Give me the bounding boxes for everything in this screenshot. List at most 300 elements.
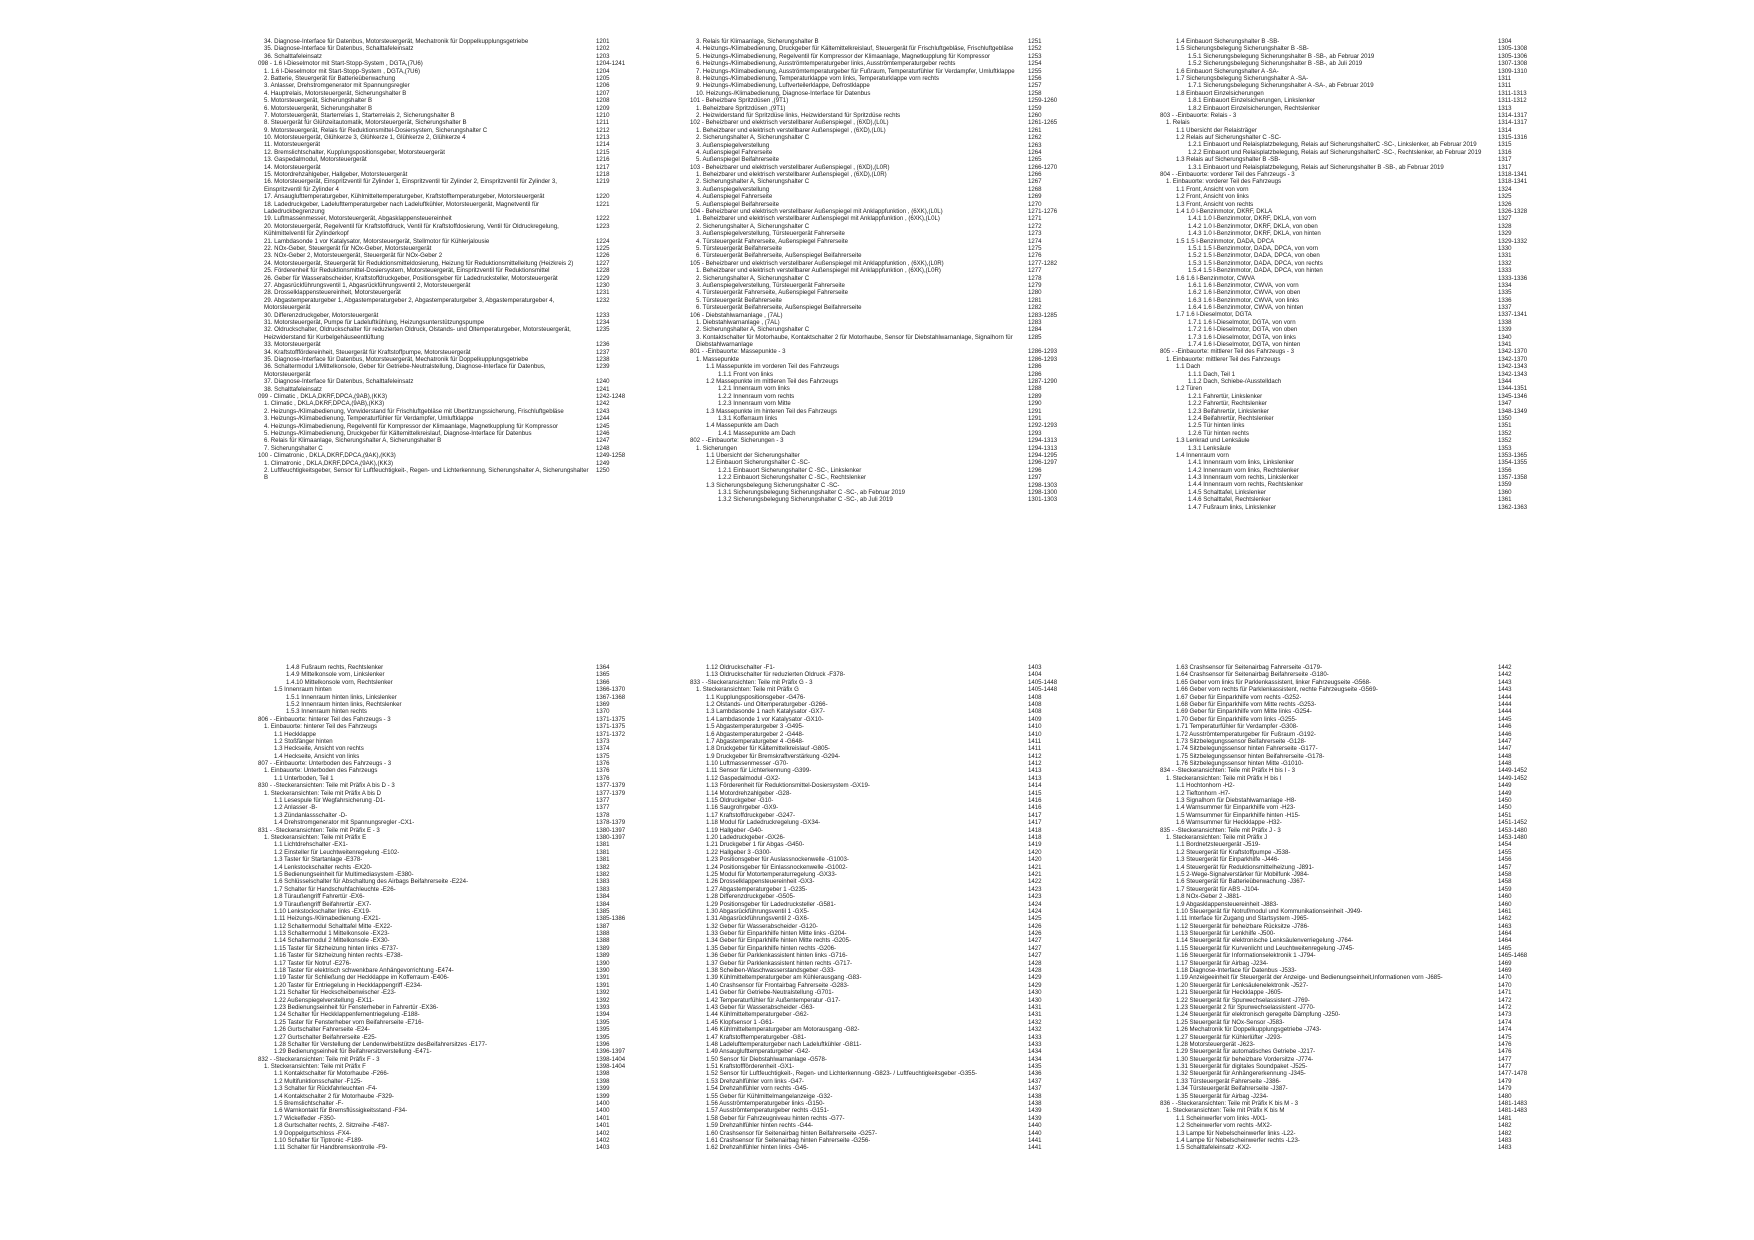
toc-entry-page: 1392 bbox=[596, 996, 610, 1004]
toc-entry-title: 1.8 Druckgeber für Kältemittelkreislauf -G805- bbox=[706, 745, 830, 753]
toc-entry-title: 1.3.1 Sicherungsbelegung Sicherungshalter C -SC-, ab Februar 2019 bbox=[718, 488, 905, 496]
toc-entry bbox=[1160, 289, 1550, 296]
toc-entry-title: 1.2 Einsteller für Leuchtweitenregelung -E102- bbox=[274, 848, 400, 856]
toc-entry bbox=[690, 760, 1080, 767]
toc-entry-title: 1.6 Abgastemperaturgeber 2 -G448- bbox=[706, 730, 804, 738]
toc-entry-title: 1.3.2 Sicherungsbelegung Sicherungshalter C -SC-, ab Juli 2019 bbox=[718, 496, 893, 504]
toc-entry-title: 1.27 Gurtschalter Beifahrerseite -E25- bbox=[274, 1033, 377, 1041]
toc-entry bbox=[258, 245, 648, 252]
toc-entry-title: 24. Motorsteuergerät, Steuergerät für Reduktionsmitteldosierung, Heizung für Reduktionsmittelleitung (Heizkreis 2) bbox=[264, 259, 574, 267]
toc-entry bbox=[690, 408, 1080, 415]
toc-entry bbox=[690, 708, 1080, 715]
toc-entry-title: 1.2 Front, Ansicht von links bbox=[1176, 193, 1249, 201]
toc-entry-page: 1212 bbox=[596, 126, 610, 134]
toc-entry bbox=[690, 245, 1080, 252]
toc-entry-title: 1.5.3 1.5 l-Benzinmotor, DADA, DPCA, von rechts bbox=[1188, 259, 1323, 267]
toc-entry-page: 1428 bbox=[1028, 959, 1042, 967]
toc-entry bbox=[1160, 974, 1550, 981]
toc-entry bbox=[690, 952, 1080, 959]
toc-entry-page: 1426 bbox=[1028, 922, 1042, 930]
toc-entry-page: 1213 bbox=[596, 134, 610, 142]
toc-entry bbox=[258, 408, 648, 415]
toc-chapter-entry bbox=[690, 260, 1080, 267]
toc-entry-title: 6. Relais für Klimaanlage, Sicherungshalter A, Sicherungshalter B bbox=[264, 437, 442, 445]
toc-entry bbox=[690, 445, 1080, 452]
toc-entry-title: 1.40 Crashsensor für Frontairbag Fahrerseite -G283- bbox=[706, 981, 849, 989]
toc-entry bbox=[1160, 97, 1550, 104]
toc-entry-title: 830 - -Steckeransichten: Teile mit Präfix A bis D - 3 bbox=[258, 782, 395, 790]
toc-entry-title: 1.23 Steuergerät 2 für Spurwechselassistent -J770- bbox=[1176, 1003, 1315, 1011]
toc-entry bbox=[1160, 356, 1550, 363]
toc-entry bbox=[1160, 68, 1550, 75]
toc-entry bbox=[690, 385, 1080, 392]
toc-column-3 bbox=[1160, 664, 1550, 1152]
toc-entry bbox=[1160, 334, 1550, 341]
toc-entry bbox=[258, 1130, 648, 1137]
toc-entry bbox=[1160, 304, 1550, 311]
toc-entry-page: 1334 bbox=[1498, 281, 1512, 289]
toc-entry bbox=[690, 53, 1080, 60]
toc-entry bbox=[258, 775, 648, 782]
toc-entry-page: 1479 bbox=[1498, 1085, 1512, 1093]
toc-entry-title: 1.53 Drehzahlfühler vorn links -G47- bbox=[706, 1077, 804, 1085]
toc-entry-page: 1476 bbox=[1498, 1040, 1512, 1048]
toc-entry-title: 1.11 Interface für Zugang und Startsystem -J965- bbox=[1176, 915, 1309, 923]
toc-entry-title: 3. Außenspiegelverstellung bbox=[696, 141, 770, 149]
toc-entry-title: 833 - -Steckeransichten: Teile mit Präfix G - 3 bbox=[690, 678, 813, 686]
toc-entry bbox=[258, 201, 648, 216]
toc-entry-title: 1.23 Bedienungseinheit für Fensterheber in Fahrertür -EX36- bbox=[274, 1003, 439, 1011]
toc-entry bbox=[258, 1048, 648, 1055]
toc-entry-title: 1.3.1 Kofferraum links bbox=[718, 415, 778, 422]
toc-entry-title: 1.12 Schaltermodul Schalttafel Mitte -EX22- bbox=[274, 922, 393, 930]
toc-entry-page: 1298-1300 bbox=[1028, 488, 1058, 496]
toc-entry-page: 1410 bbox=[1028, 730, 1042, 738]
toc-entry bbox=[1160, 267, 1550, 274]
toc-entry-page: 1221 bbox=[596, 200, 610, 208]
toc-entry-page: 1433 bbox=[1028, 1040, 1042, 1048]
toc-entry bbox=[258, 745, 648, 752]
toc-entry bbox=[258, 753, 648, 760]
toc-entry-title: 13. Gaspedalmodul, Motorsteuergerät bbox=[264, 156, 367, 164]
toc-entry-page: 1477 bbox=[1498, 1055, 1512, 1063]
toc-entry-title: 1.31 Abgasrückführungsventil 2 -GX6- bbox=[706, 915, 809, 923]
toc-entry-page: 1463 bbox=[1498, 922, 1512, 930]
toc-entry-page: 1427 bbox=[1028, 952, 1042, 960]
toc-entry-title: 1.19 Taster für Schließung der Heckklappe im Kofferraum -E406- bbox=[274, 974, 449, 982]
toc-entry-title: 4. Hauptrelais, Motorsteuergerät, Sicherungshalter B bbox=[264, 89, 407, 97]
toc-entry-title: 1.8 Türaußengriff Fahrertür -EX6- bbox=[274, 893, 365, 901]
toc-entry-title: 1.3.1 Lenksäule bbox=[1188, 444, 1232, 452]
toc-entry-page: 1313 bbox=[1498, 104, 1512, 112]
toc-entry bbox=[258, 171, 648, 178]
toc-entry-title: 19. Luftmassenmesser, Motorsteuergerät, Abgasklappensteuereinheit bbox=[264, 215, 452, 223]
toc-entry bbox=[258, 878, 648, 885]
toc-entry bbox=[258, 415, 648, 422]
toc-chapter-entry bbox=[258, 760, 648, 767]
toc-entry-title: 22. NOx-Geber, Steuergerät für NOx-Geber, Motorsteuergerät bbox=[264, 245, 432, 253]
toc-entry-page: 1239 bbox=[596, 363, 610, 371]
toc-entry-page: 1203 bbox=[596, 52, 610, 60]
toc-entry bbox=[1160, 445, 1550, 452]
toc-entry-page: 1447 bbox=[1498, 745, 1512, 753]
toc-entry bbox=[258, 967, 648, 974]
toc-entry-page: 1382 bbox=[596, 863, 610, 871]
toc-entry bbox=[258, 1034, 648, 1041]
toc-entry bbox=[690, 1019, 1080, 1026]
toc-entry-page: 1443 bbox=[1498, 686, 1512, 694]
toc-entry bbox=[258, 930, 648, 937]
toc-entry-page: 1393 bbox=[596, 1003, 610, 1011]
toc-entry-title: 5. Außenspiegel Beifahrerseite bbox=[696, 200, 779, 208]
toc-entry-page: 1461 bbox=[1498, 907, 1512, 915]
toc-entry bbox=[1160, 841, 1550, 848]
toc-entry bbox=[690, 1048, 1080, 1055]
toc-entry bbox=[1160, 481, 1550, 488]
toc-entry bbox=[690, 1041, 1080, 1048]
toc-entry bbox=[690, 193, 1080, 200]
toc-entry-page: 1403 bbox=[1028, 664, 1042, 671]
toc-entry-title: 36. Schalttafeleinsatz bbox=[264, 52, 322, 60]
toc-entry-page: 1290 bbox=[1028, 400, 1042, 408]
toc-chapter-entry bbox=[258, 393, 648, 400]
toc-entry-page: 1307-1308 bbox=[1498, 60, 1528, 68]
toc-entry-page: 1232 bbox=[596, 296, 610, 304]
toc-entry-page: 1395 bbox=[596, 1033, 610, 1041]
toc-entry bbox=[690, 937, 1080, 944]
toc-entry-page: 1381 bbox=[596, 841, 610, 849]
toc-chapter-entry bbox=[690, 97, 1080, 104]
toc-entry-title: 1. 1.6 l-Dieselmotor mit Start-Stopp-System , DGTA,(7U6) bbox=[264, 67, 420, 75]
toc-entry bbox=[1160, 208, 1550, 215]
toc-entry-page: 1435 bbox=[1028, 1063, 1042, 1071]
toc-entry-title: 1.71 Temperaturfühler für Verdampfer -G308- bbox=[1176, 723, 1299, 731]
toc-entry bbox=[1160, 430, 1550, 437]
toc-entry-page: 1440 bbox=[1028, 1122, 1042, 1130]
toc-entry-page: 1337-1341 bbox=[1498, 311, 1528, 319]
toc-entry bbox=[258, 423, 648, 430]
toc-entry-title: 5. Motorsteuergerät, Sicherungshalter B bbox=[264, 97, 373, 105]
toc-entry bbox=[1160, 893, 1550, 900]
toc-entry-page: 1426 bbox=[1028, 930, 1042, 938]
toc-entry-page: 1246 bbox=[596, 429, 610, 437]
toc-entry-title: 1.2.1 Einbauort und Relaisplatzbelegung, Relais auf SicherungshalterC -SC-, Linkslenker, ab Februar 2019 bbox=[1188, 141, 1477, 149]
toc-entry-page: 1207 bbox=[596, 89, 610, 97]
toc-entry-page: 1202 bbox=[596, 45, 610, 53]
toc-entry-title: 1.1 Lichtdrehschalter -EX1- bbox=[274, 841, 348, 849]
toc-entry-title: 1.32 Geber für Wasserabscheider -G120- bbox=[706, 922, 818, 930]
toc-entry bbox=[1160, 38, 1550, 45]
toc-entry bbox=[690, 393, 1080, 400]
toc-entry bbox=[1160, 1137, 1550, 1144]
toc-entry-title: 1.11 Schalter für Handbremskontrolle -F9- bbox=[274, 1144, 388, 1152]
toc-entry-page: 1285 bbox=[1028, 333, 1042, 341]
toc-entry-page: 1460 bbox=[1498, 893, 1512, 901]
toc-entry-title: 17. Ansauglufttemperaturgeber, Kühlmitteltemperaturgeber, Kraftstofftemperaturgeber, Motorsteuergerät bbox=[264, 193, 545, 201]
toc-entry-title: 10. Motorsteuergerät, Glühkerze 3, Glühkerze 1, Glühkerze 2, Glühkerze 4 bbox=[264, 134, 466, 142]
toc-entry-title: 34. Kraftstofffördereinheit, Steuergerät für Kraftstoffpumpe, Motorsteuergerät bbox=[264, 348, 471, 356]
toc-entry-title: 1.1 Lesespule für Wegfahrsicherung -D1- bbox=[274, 797, 386, 805]
toc-entry-title: 1.2.3 Innenraum vorn Mitte bbox=[718, 400, 791, 408]
toc-entry-title: 1.5.1 1.5 l-Benzinmotor, DADA, DPCA, von vorn bbox=[1188, 244, 1319, 252]
toc-entry-page: 1455 bbox=[1498, 848, 1512, 856]
toc-entry bbox=[690, 1011, 1080, 1018]
toc-entry-page: 1339 bbox=[1498, 326, 1512, 334]
toc-entry-title: 1.4 Warnsummer für Einparkhilfe vorn -H23- bbox=[1176, 804, 1296, 812]
toc-entry-title: 1.16 Taster für Sitzheizung hinten rechts -E738- bbox=[274, 952, 403, 960]
toc-entry-title: 1.76 Sitzbelegungssensor hinten Mitte -G1010- bbox=[1176, 760, 1304, 768]
toc-entry-title: 6. Heizungs-/Klimabedienung, Ausströmtemperaturgeber links, Ausströmtemperaturgeber rechts bbox=[696, 60, 956, 68]
toc-entry-page: 1399 bbox=[596, 1085, 610, 1093]
toc-entry bbox=[258, 312, 648, 319]
toc-entry-title: 1.2 Relais auf Sicherungshalter C -SC- bbox=[1176, 134, 1281, 142]
toc-entry-page: 1261-1265 bbox=[1028, 119, 1058, 127]
toc-entry-title: 1.22 Steuergerät für Spurwechselassistent -J769- bbox=[1176, 996, 1310, 1004]
toc-chapter-entry bbox=[690, 679, 1080, 686]
toc-entry-page: 1470 bbox=[1498, 981, 1512, 989]
toc-entry-title: 7. Heizungs-/Klimabedienung, Ausströmtemperaturgeber für Fußraum, Temperaturfühler für Verdampfer, Umluftklappe bbox=[696, 67, 1015, 75]
toc-entry-title: 1.3 Steuergerät für Einparkhilfe -J446- bbox=[1176, 856, 1280, 864]
toc-entry-title: 1.10 Steuergerät für Notruf/modul und Kommunikationseinheit -J949- bbox=[1176, 907, 1363, 915]
toc-entry-page: 1464 bbox=[1498, 930, 1512, 938]
toc-entry bbox=[1160, 186, 1550, 193]
toc-entry bbox=[258, 937, 648, 944]
toc-entry bbox=[690, 878, 1080, 885]
toc-entry-page: 1292-1293 bbox=[1028, 422, 1058, 430]
toc-entry-page: 1412 bbox=[1028, 752, 1042, 760]
toc-entry-title: 1.21 Steuergerät für Heckklappe -J605- bbox=[1176, 989, 1283, 997]
toc-entry bbox=[1160, 201, 1550, 208]
toc-entry bbox=[1160, 694, 1550, 701]
toc-entry bbox=[1160, 252, 1550, 259]
toc-entry-page: 1215 bbox=[596, 148, 610, 156]
toc-entry-page: 1395 bbox=[596, 1026, 610, 1034]
toc-entry-page: 1364 bbox=[596, 664, 610, 671]
toc-entry bbox=[690, 297, 1080, 304]
toc-entry bbox=[258, 275, 648, 282]
toc-entry-page: 1376 bbox=[596, 767, 610, 775]
toc-entry-title: 805 - -Einbauorte: mittlerer Teil des Fahrzeugs - 3 bbox=[1160, 348, 1295, 356]
toc-entry-title: 1.12 Öldruckschalter -F1- bbox=[706, 664, 775, 671]
toc-entry-page: 1316 bbox=[1498, 148, 1512, 156]
toc-entry-page: 1404 bbox=[1028, 671, 1042, 679]
toc-entry-page: 1380-1397 bbox=[596, 833, 626, 841]
toc-entry-page: 1388 bbox=[596, 930, 610, 938]
toc-entry-title: 1.26 Gurtschalter Fahrerseite -E24- bbox=[274, 1026, 370, 1034]
toc-entry bbox=[1160, 341, 1550, 348]
toc-entry-page: 1400 bbox=[596, 1107, 610, 1115]
toc-entry-title: 1.73 Sitzbelegungssensor Beifahrerseite -G128- bbox=[1176, 737, 1307, 745]
toc-entry bbox=[690, 864, 1080, 871]
toc-entry-page: 1374 bbox=[596, 745, 610, 753]
toc-entry-title: 1.3 Zündanlassschalter -D- bbox=[274, 811, 348, 819]
toc-entry bbox=[690, 886, 1080, 893]
toc-entry bbox=[1160, 297, 1550, 304]
toc-entry-title: 1.6.4 1.6 l-Benzinmotor, CWVA, von hinten bbox=[1188, 304, 1304, 312]
toc-entry bbox=[1160, 363, 1550, 370]
toc-entry bbox=[690, 767, 1080, 774]
toc-entry-title: 1.2.2 Innenraum vorn rechts bbox=[718, 392, 795, 400]
toc-entry-title: 37. Diagnose-Interface für Datenbus, Schalttafeleinsatz bbox=[264, 378, 414, 386]
toc-entry bbox=[1160, 864, 1550, 871]
toc-entry-page: 1418 bbox=[1028, 826, 1042, 834]
toc-entry-title: 1.4 Massepunkte am Dach bbox=[706, 422, 779, 430]
toc-entry-page: 1242-1248 bbox=[596, 393, 626, 400]
toc-entry-title: 1.20 Ladedruckgeber -GX26- bbox=[706, 833, 785, 841]
toc-entry-page: 1384 bbox=[596, 893, 610, 901]
toc-entry bbox=[690, 482, 1080, 489]
toc-entry bbox=[258, 908, 648, 915]
toc-entry-title: 1.4.4 Innenraum vorn rechts, Rechtslenker bbox=[1188, 481, 1304, 489]
toc-entry-title: 1.5 2-Wege-Signalverstärker für Mobilfunk -J984- bbox=[1176, 870, 1309, 878]
toc-entry-page: 1483 bbox=[1498, 1144, 1512, 1152]
toc-entry bbox=[258, 467, 648, 482]
toc-entry-page: 1438 bbox=[1028, 1100, 1042, 1108]
toc-entry-page: 1453-1480 bbox=[1498, 833, 1528, 841]
toc-entry-page: 1327 bbox=[1498, 215, 1512, 223]
toc-entry-title: 1.7.4 1.6 l-Dieselmotor, DGTA, von hinten bbox=[1188, 341, 1301, 349]
toc-entry-title: 1.7 Schalter für Handschuhfachleuchte -E26- bbox=[274, 885, 396, 893]
toc-entry-page: 1261 bbox=[1028, 126, 1042, 134]
toc-entry bbox=[258, 812, 648, 819]
toc-entry bbox=[258, 1070, 648, 1077]
toc-entry-page: 1402 bbox=[596, 1137, 610, 1144]
toc-entry-title: 1.33 Türsteuergerät Fahrerseite -J386- bbox=[1176, 1077, 1281, 1085]
toc-entry-title: 1.7.2 1.6 l-Dieselmotor, DGTA, von oben bbox=[1188, 326, 1298, 334]
toc-entry-page: 1273 bbox=[1028, 230, 1042, 238]
toc-entry bbox=[690, 841, 1080, 848]
toc-entry-title: 1. Beheizbare Spritzdüsen ,(9T1) bbox=[696, 104, 786, 112]
toc-entry-page: 1423 bbox=[1028, 893, 1042, 901]
toc-entry bbox=[258, 864, 648, 871]
toc-entry bbox=[1160, 782, 1550, 789]
toc-entry-title: 1.69 Geber für Einparkhilfe vorn Mitte links -G254- bbox=[1176, 708, 1312, 716]
toc-entry-page: 1377-1379 bbox=[596, 782, 626, 790]
toc-entry-title: 1.4.10 Mittelkonsole vorn, Rechtslenker bbox=[286, 678, 393, 686]
toc-entry-page: 1267 bbox=[1028, 178, 1042, 186]
toc-entry bbox=[690, 1070, 1080, 1077]
toc-entry bbox=[1160, 437, 1550, 444]
toc-entry bbox=[1160, 230, 1550, 237]
toc-entry bbox=[258, 112, 648, 119]
toc-entry bbox=[258, 437, 648, 444]
toc-entry-page: 1446 bbox=[1498, 723, 1512, 731]
toc-entry-page: 1384 bbox=[596, 900, 610, 908]
toc-entry-page: 1259 bbox=[1028, 104, 1042, 112]
toc-entry-title: 835 - -Steckeransichten: Teile mit Präfix J - 3 bbox=[1160, 826, 1281, 834]
toc-entry-page: 1377 bbox=[596, 804, 610, 812]
toc-entry-title: 1.2.4 Beifahrertür, Rechtslenker bbox=[1188, 414, 1274, 422]
toc-entry-page: 1443 bbox=[1498, 678, 1512, 686]
toc-entry-page: 1276 bbox=[1028, 252, 1042, 260]
toc-entry-page: 1423 bbox=[1028, 885, 1042, 893]
toc-entry-title: 1.5 Warnsummer für Einparkhilfe hinten -H15- bbox=[1176, 811, 1301, 819]
toc-entry-page: 1398-1404 bbox=[596, 1055, 626, 1063]
toc-entry-page: 1408 bbox=[1028, 708, 1042, 716]
toc-entry-title: 1.5.2 1.5 l-Benzinmotor, DADA, DPCA, von oben bbox=[1188, 252, 1320, 260]
toc-entry bbox=[690, 960, 1080, 967]
toc-entry bbox=[258, 886, 648, 893]
toc-entry-title: 4. Außenspiegel Fahrerseite bbox=[696, 148, 773, 156]
toc-entry-page: 1360 bbox=[1498, 488, 1512, 496]
toc-entry-page: 1291 bbox=[1028, 415, 1042, 422]
toc-entry bbox=[258, 149, 648, 156]
toc-entry bbox=[690, 356, 1080, 363]
toc-entry bbox=[690, 930, 1080, 937]
toc-entry-title: 1.4.7 Fußraum links, Linkslenker bbox=[1188, 503, 1277, 511]
toc-entry-title: 23. NOx-Geber 2, Motorsteuergerät, Steuergerät für NOx-Geber 2 bbox=[264, 252, 443, 260]
toc-entry-title: 1.41 Geber für Getriebe-Neutralstellung -G701- bbox=[706, 989, 834, 997]
toc-entry bbox=[690, 422, 1080, 429]
toc-entry-title: 1.5 1.5 l-Benzinmotor, DADA, DPCA bbox=[1176, 237, 1275, 245]
toc-entry bbox=[690, 60, 1080, 67]
toc-entry-title: 38. Schalttafeleinsatz bbox=[264, 385, 322, 393]
toc-entry bbox=[1160, 400, 1550, 407]
toc-entry bbox=[1160, 311, 1550, 318]
toc-entry-page: 1416 bbox=[1028, 797, 1042, 805]
toc-entry-page: 1377-1379 bbox=[596, 789, 626, 797]
toc-entry bbox=[1160, 701, 1550, 708]
toc-entry-page: 1304 bbox=[1498, 38, 1512, 45]
toc-entry-title: 1.56 Ausströmtemperaturgeber links -G150- bbox=[706, 1100, 825, 1108]
toc-entry-title: 1.7 1.6 l-Dieselmotor, DGTA bbox=[1176, 311, 1252, 319]
toc-entry bbox=[690, 68, 1080, 75]
toc-entry bbox=[1160, 260, 1550, 267]
toc-entry-page: 1451-1452 bbox=[1498, 819, 1528, 827]
toc-entry-title: 1. Diebstahlwarnanlage , (7AL) bbox=[696, 318, 780, 326]
toc-chapter-entry bbox=[258, 452, 648, 459]
toc-entry-page: 1366 bbox=[596, 678, 610, 686]
toc-entry-page: 1216 bbox=[596, 156, 610, 164]
toc-entry bbox=[1160, 408, 1550, 415]
toc-entry-title: 1. Sicherungen bbox=[696, 444, 737, 452]
toc-entry-page: 1396 bbox=[596, 1040, 610, 1048]
toc-entry-title: 1.3 Lenkrad und Lenksäule bbox=[1176, 437, 1250, 445]
toc-entry-title: 1.2 Einbauort Sicherungshalter C -SC- bbox=[706, 459, 810, 467]
toc-entry-page: 1477 bbox=[1498, 1063, 1512, 1071]
toc-entry bbox=[258, 260, 648, 267]
toc-entry-title: 1.62 Drehzahlfühler hinten links -G46- bbox=[706, 1144, 809, 1152]
toc-entry-title: 1.1 Übersicht der Sicherungshalter bbox=[706, 451, 800, 459]
toc-column-3 bbox=[1160, 38, 1550, 511]
toc-entry-title: 1.8 NOx-Geber 2 -J881- bbox=[1176, 893, 1242, 901]
toc-entry-title: 6. Türsteuergerät Beifahrerseite, Außenspiegel Beifahrerseite bbox=[696, 304, 862, 312]
toc-entry-page: 1337 bbox=[1498, 304, 1512, 312]
toc-entry-page: 1441 bbox=[1028, 1137, 1042, 1144]
toc-entry-page: 1469 bbox=[1498, 967, 1512, 975]
toc-entry-title: 099 - Climatic , DKLA,DKRF,DPCA,(9AB),(KK3) bbox=[258, 393, 388, 400]
toc-entry bbox=[1160, 952, 1550, 959]
toc-entry bbox=[690, 201, 1080, 208]
toc-entry-page: 1228 bbox=[596, 267, 610, 275]
toc-entry-page: 1483 bbox=[1498, 1137, 1512, 1144]
toc-entry bbox=[690, 849, 1080, 856]
toc-entry-page: 1394 bbox=[596, 1011, 610, 1019]
toc-entry bbox=[690, 326, 1080, 333]
toc-entry-page: 1335 bbox=[1498, 289, 1512, 297]
toc-entry bbox=[690, 496, 1080, 503]
toc-entry-page: 1253 bbox=[1028, 52, 1042, 60]
toc-entry-page: 1396-1397 bbox=[596, 1048, 626, 1056]
toc-entry-page: 1209 bbox=[596, 104, 610, 112]
toc-entry-page: 1377 bbox=[596, 797, 610, 805]
toc-entry bbox=[258, 790, 648, 797]
toc-entry-page: 1401 bbox=[596, 1122, 610, 1130]
toc-entry-page: 1341 bbox=[1498, 341, 1512, 349]
toc-entry bbox=[1160, 915, 1550, 922]
toc-entry-page: 1287-1290 bbox=[1028, 378, 1058, 386]
toc-entry-page: 1390 bbox=[596, 959, 610, 967]
